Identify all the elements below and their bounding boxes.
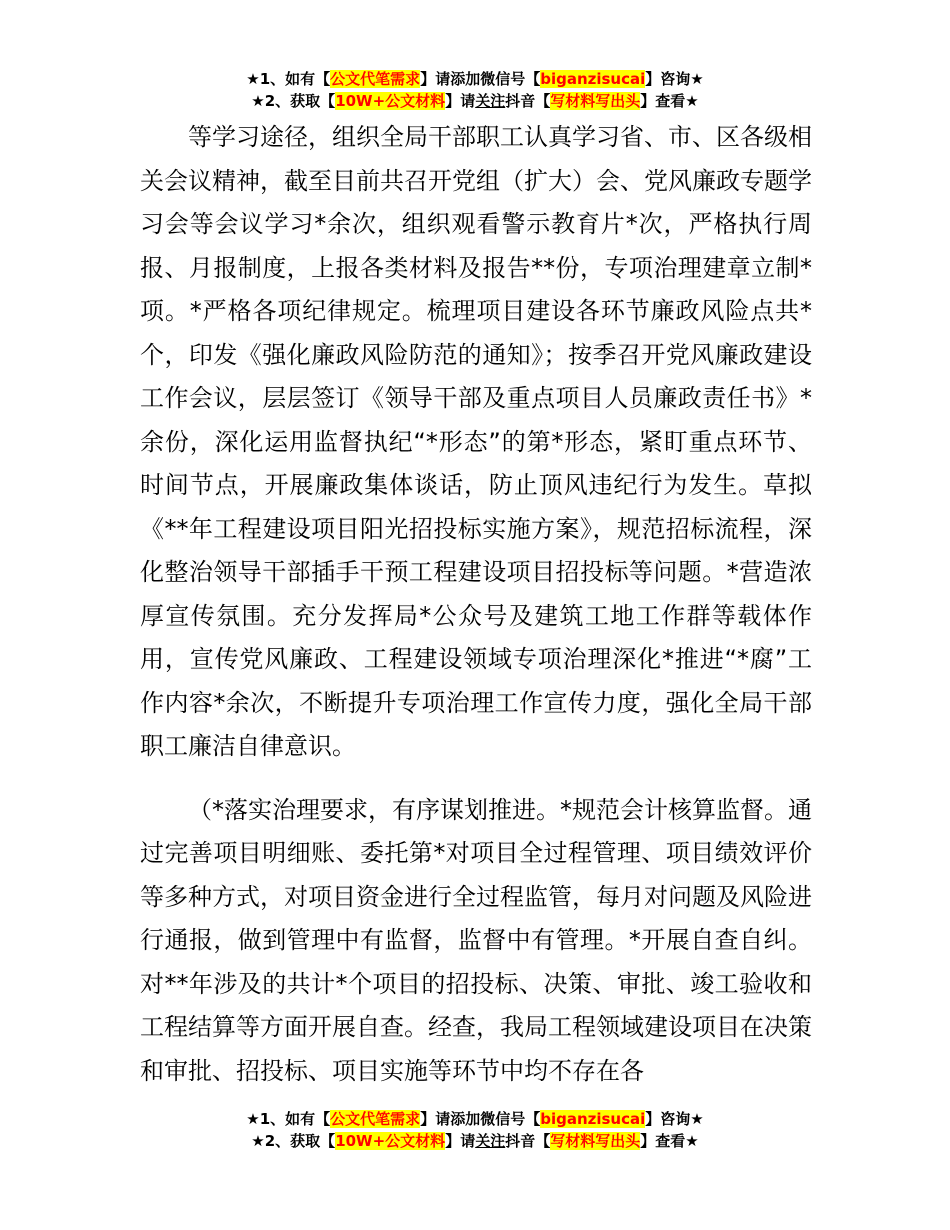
douyin-account-highlight: 写材料写出头 bbox=[550, 1132, 641, 1150]
body-paragraph-2: （*落实治理要求，有序谋划推进。*规范会计核算监督。通过完善项目明细账、委托第*对项目全过程管理、项目绩效评价等多种方式，对项目资金进行全过程监管，每月对问题及风险进行通报，做到管理中有监督，监督中有管理。*开展自查自纠。对**年涉及的共计*个项目的招投标、决策、审批、竣工验收和工程结算等方面开展自查。经查，我局工程领域建设项目在决策和审批、招投标、项目实施等环节中均不存在各 bbox=[140, 795, 812, 1085]
wechat-id-highlight: biganzisucai bbox=[540, 1110, 646, 1128]
banner-text: 】请 bbox=[445, 1132, 476, 1150]
banner-text: ★2、获取【 bbox=[251, 1132, 336, 1150]
document-body bbox=[140, 116, 812, 1093]
banner-text: ★2、获取【 bbox=[251, 92, 336, 110]
banner-text: 】咨询★ bbox=[645, 70, 704, 88]
banner-text: 】查看★ bbox=[640, 92, 699, 110]
banner-line-1 bbox=[0, 68, 950, 90]
douyin-account-highlight: 写材料写出头 bbox=[550, 92, 641, 110]
banner-text: ★1、如有【 bbox=[246, 1110, 331, 1128]
header-banner bbox=[0, 68, 950, 112]
banner-line-1 bbox=[0, 1108, 950, 1130]
banner-line-2 bbox=[0, 90, 950, 112]
banner-text: 】请添加微信号【 bbox=[420, 70, 541, 88]
wechat-id-highlight: biganzisucai bbox=[540, 70, 646, 88]
banner-text: 】请 bbox=[445, 92, 476, 110]
body-paragraph-1: 等学习途径，组织全局干部职工认真学习省、市、区各级相关会议精神，截至目前共召开党组（扩大）会、党风廉政专题学习会等会议学习*余次，组织观看警示教育片*次，严格执行周报、月报制度，上报各类材料及报告**份，专项治理建章立制*项。*严格各项纪律规定。梳理项目建设各环节廉政风险点共*个，印发《强化廉政风险防范的通知》；按季召开党风廉政建设工作会议，层层签订《领导干部及重点项目人员廉政责任书》*余份，深化运用监督执纪“*形态”的第*形态，紧盯重点环节、时间节点，开展廉政集体谈话，防止顶风违纪行为发生。草拟《**年工程建设项目阳光招投标实施方案》，规范招标流程，深化整治领导干部插手干预工程建设项目招投标等问题。*营造浓厚宣传氛围。充分发挥局*公众号及建筑工地工作群等载体作用，宣传党风廉政、工程建设领域专项治理深化*推进“*腐”工作内容*余次，不断提升专项治理工作宣传力度，强化全局干部职工廉洁自律意识。 bbox=[140, 123, 812, 760]
banner-text: 】查看★ bbox=[640, 1132, 699, 1150]
highlight-label: 10W+公文材料 bbox=[335, 1132, 446, 1150]
underlined-text: 关注 bbox=[475, 92, 506, 110]
highlight-label: 10W+公文材料 bbox=[335, 92, 446, 110]
highlight-label: 公文代笔需求 bbox=[330, 1110, 421, 1128]
banner-text: 抖音【 bbox=[505, 92, 551, 110]
highlight-label: 公文代笔需求 bbox=[330, 70, 421, 88]
banner-text: ★1、如有【 bbox=[246, 70, 331, 88]
banner-text: 抖音【 bbox=[505, 1132, 551, 1150]
underlined-text: 关注 bbox=[475, 1132, 506, 1150]
banner-text: 】请添加微信号【 bbox=[420, 1110, 541, 1128]
banner-line-2 bbox=[0, 1130, 950, 1152]
banner-text: 】咨询★ bbox=[645, 1110, 704, 1128]
footer-banner bbox=[0, 1108, 950, 1152]
